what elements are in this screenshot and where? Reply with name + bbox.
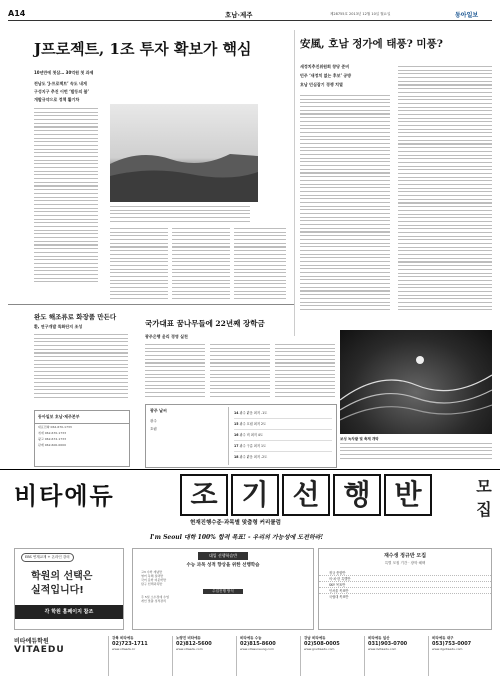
branch-web: www.vitasuneung.com	[240, 647, 274, 651]
weather-item: 광주	[150, 419, 157, 423]
weather-day: 15	[234, 422, 239, 426]
weather-row	[234, 419, 332, 430]
ad-right-desc: 특별 모집 기간 · 장학 혜택	[384, 561, 426, 565]
article2-headline: 安風, 호남 정가에 태풍? 미풍?	[300, 38, 443, 50]
weather-desc: 광주 구름 최저 1도	[239, 444, 267, 448]
mid-rule	[8, 304, 294, 305]
branch-tel: 053)753-0007	[432, 641, 472, 647]
info-row: 판매 062-600-0000	[38, 443, 67, 447]
ad-center-sub: 수업진행 방식	[203, 589, 243, 594]
weather-row	[234, 430, 332, 441]
ad-side-chars	[474, 474, 494, 520]
ad-char-box: 행	[333, 474, 381, 516]
branch-item	[108, 636, 172, 676]
article1-headline: J프로젝트, 1조 투자 확보가 핵심	[34, 40, 252, 58]
branch-name: 노량진 비타에듀	[176, 636, 201, 640]
info-row: 취재 062-670-1733	[38, 431, 67, 435]
article3-body-a	[145, 344, 205, 400]
ad-sub: 현재진행수준·과목별 맞춤형 커리큘럼	[190, 520, 281, 526]
photo2-caption-body	[340, 443, 492, 463]
ad-main-chars	[180, 474, 432, 516]
article1-sub4: 개발규약으로 정책 활기차	[34, 97, 80, 102]
branch-list	[108, 636, 492, 676]
landscape-drawing	[110, 104, 258, 202]
ad-left-big1: 학원의 선택은	[31, 571, 93, 582]
column-divider	[294, 30, 295, 336]
ad-brand-sub: VITAEDU	[14, 645, 65, 655]
ad-right-item: SKY 목표반	[319, 582, 491, 588]
branch-name: 비타에듀 일산	[368, 636, 390, 640]
weather-desc: 광주 흐림 최저 2도	[239, 422, 267, 426]
ad-left-big2: 실적입니다!	[31, 585, 84, 596]
article1-sub3: 구성지구 추진 이번 ‘발등의 불’	[34, 89, 89, 94]
article3-body-c	[275, 344, 335, 400]
page-number: A14	[8, 9, 26, 18]
branch-tel: 02)723-1711	[112, 641, 148, 647]
weather-item: 흐림	[150, 427, 157, 431]
date-line: 제28755호 2013년 12월 10일 월요일	[330, 12, 391, 16]
branch-name: 비타에듀 대구	[432, 636, 454, 640]
branch-tel: 02)508-0005	[304, 641, 340, 647]
branch-name: 강남 비타에듀	[304, 636, 326, 640]
article1-body-a	[34, 108, 98, 293]
info-box-title: 동아일보 호남·제주본부	[35, 411, 129, 424]
weather-day: 14	[234, 411, 239, 415]
box1-sub: 환, 연구개발 특화단지 조성	[34, 324, 83, 329]
article1-body-d	[172, 228, 230, 303]
ad-bullet: 국어 문학 비문학반	[141, 578, 167, 582]
branch-web: www.ilvitaedu.com	[368, 647, 397, 651]
ad-bullet: 탐구 선택과목반	[141, 582, 163, 586]
branch-item	[428, 636, 492, 676]
branch-web: www.vitaedu.kr	[112, 647, 136, 651]
box1-body	[34, 334, 128, 402]
ad-right-item: 인서울 목표반	[319, 588, 491, 594]
article1-body-e	[234, 228, 286, 303]
article1-sub1: 10년만에 첫삽… 30억원 첫 과제	[34, 70, 94, 75]
ad-center-sub-item: 개인 맞춤 성적관리	[141, 599, 167, 603]
weather-row	[234, 452, 332, 462]
ad-bullet: 영어 독해 실력반	[141, 574, 164, 578]
branch-item	[236, 636, 300, 676]
ad-right-panel	[318, 548, 492, 630]
ad-left-quote: EBS 연계교재 + 온라인 강의	[21, 553, 74, 562]
branch-item	[364, 636, 428, 676]
weather-day: 17	[234, 444, 239, 448]
ad-bullet: 고3 수학 개념반	[141, 570, 163, 574]
info-row: 광고 062-672-1733	[38, 437, 67, 441]
ad-left-banner: 각 학원 홈페이지 참조	[15, 605, 123, 619]
weather-desc: 광주 맑음 최저 -2도	[239, 455, 268, 459]
branch-name: 비타에듀 수능	[240, 636, 262, 640]
paper-name: 동아일보	[455, 12, 479, 19]
article1-body-c	[110, 228, 168, 303]
weather-row	[234, 441, 332, 452]
weather-title: 광주 날씨	[150, 408, 167, 413]
ad-right-item: 의·치·한 특별반	[319, 576, 491, 582]
ad-char-box: 선	[282, 474, 330, 516]
article3-body-b	[210, 344, 270, 400]
ad-right-item: 국립대 목표반	[329, 595, 349, 599]
ad-top-rule	[0, 469, 500, 470]
branch-web: www.vitaedu.com	[176, 647, 203, 651]
weather-day: 16	[234, 433, 239, 437]
ad-side-char: 집	[476, 500, 492, 519]
weather-desc: 광주 비 최저 4도	[239, 433, 263, 437]
section-name: 호남·제주	[225, 11, 253, 19]
branch-web: www.gnvitaedu.com	[304, 647, 335, 651]
ad-char-box: 기	[231, 474, 279, 516]
article2-sub2: 민주 ‘새정치 없는 후보’ 공방	[300, 73, 352, 78]
ad-right-title: 재수생 정규반 모집	[383, 553, 427, 559]
ad-side-char: 모	[476, 477, 492, 496]
branch-tel: 031)903-0700	[368, 641, 408, 647]
branch-web: www.dgvitaedu.com	[432, 647, 463, 651]
landscape-photo	[110, 104, 258, 202]
article2-sub1: 새정치추진위원회 창당 준비	[300, 64, 350, 69]
branch-item	[300, 636, 364, 676]
ad-char-box: 반	[384, 474, 432, 516]
ad-center-sub-item: 주 5일 소수정예 수업	[141, 595, 169, 599]
weather-divider	[228, 407, 229, 465]
weather-desc: 광주 맑음 최저 -1도	[239, 411, 268, 415]
lights-drawing	[340, 330, 492, 434]
ad-brand	[14, 636, 104, 676]
article2-body-a	[300, 95, 390, 317]
article2-body-b	[398, 66, 492, 318]
night-festival-photo	[340, 330, 492, 434]
ad-char-box: 조	[180, 474, 228, 516]
article1-sub2: 전남도 ‘J-프로젝트’ 속도 내게	[34, 81, 87, 86]
info-box	[34, 410, 130, 467]
weather-day: 18	[234, 455, 239, 459]
ad-center-desc: 수능 과목 성적 향상을 위한 선행학습	[186, 563, 260, 568]
weather-row	[234, 408, 332, 419]
branch-tel: 02)815-8600	[240, 641, 276, 647]
header-rule	[8, 20, 492, 21]
ad-center-panel	[132, 548, 314, 630]
article3-sub: 광주은행 윤리 경영 실천	[145, 334, 188, 339]
ad-slogan: I'm Seoul 대학 100% 합격 목표! - 우리의 가능성에 도전하라!	[150, 534, 324, 541]
weather-list	[234, 408, 332, 462]
article2-sub3: 호남 민심잡기 경쟁 치열	[300, 82, 343, 87]
article3-headline: 국가대표 꿈나무들에 22년째 장학금	[145, 319, 265, 328]
branch-item	[172, 636, 236, 676]
ad-right-item: 정규 종합반	[319, 570, 491, 576]
ad-brand-main: 비타에듀학원	[14, 638, 49, 645]
photo2-caption: 보성 녹차밭 빛 축제 개막	[340, 437, 379, 441]
branch-tel: 02)812-5600	[176, 641, 212, 647]
ad-title: 비타에듀	[14, 482, 115, 510]
box1-headline: 완도 해조류로 화장품 만든다	[34, 313, 117, 321]
weather-box	[145, 404, 337, 468]
info-row: 대표전화 062-670-1733	[38, 425, 72, 429]
ad-left-panel	[14, 548, 124, 630]
article1-body-b	[110, 206, 250, 224]
branch-name: 강북 비타에듀	[112, 636, 134, 640]
ad-center-title: 대입 선행학습반	[198, 552, 248, 560]
